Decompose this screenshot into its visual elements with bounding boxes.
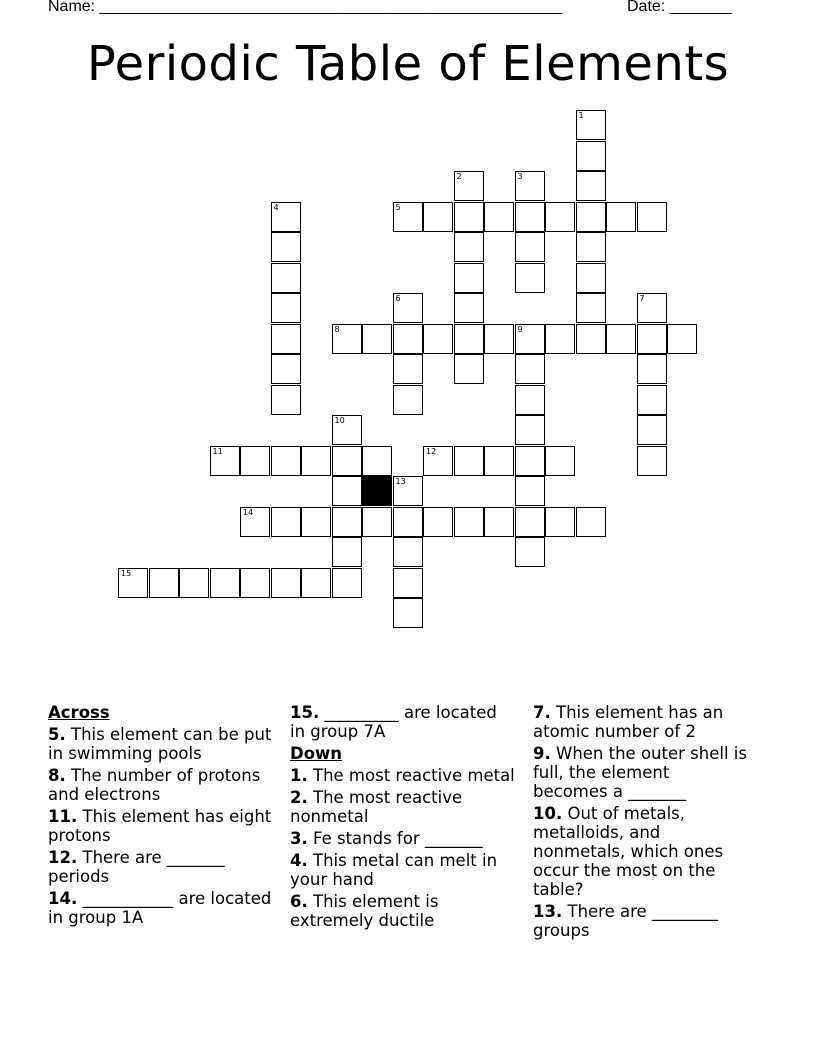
grid-cell[interactable] — [393, 202, 423, 232]
grid-cell[interactable] — [393, 598, 423, 628]
grid-cell[interactable] — [515, 446, 545, 476]
grid-cell[interactable] — [637, 446, 667, 476]
grid-cell[interactable] — [332, 446, 362, 476]
clues-column-1 — [48, 703, 273, 930]
clue-down-1: 1. The most reactive metal — [290, 766, 515, 785]
grid-cell[interactable] — [515, 507, 545, 537]
grid-cell[interactable] — [240, 446, 270, 476]
clue-number: 8 — [334, 324, 340, 334]
grid-cell[interactable] — [210, 446, 240, 476]
grid-cell[interactable] — [545, 446, 575, 476]
grid-cell[interactable] — [423, 202, 453, 232]
grid-cell[interactable] — [515, 171, 545, 201]
grid-cell[interactable] — [423, 507, 453, 537]
grid-cell[interactable] — [423, 324, 453, 354]
grid-cell[interactable] — [515, 415, 545, 445]
name-field[interactable]: Name: ____________________________________________________ — [48, 0, 563, 15]
grid-cell[interactable] — [271, 354, 301, 384]
grid-cell[interactable] — [545, 324, 575, 354]
grid-cell[interactable] — [454, 232, 484, 262]
grid-cell[interactable] — [271, 446, 301, 476]
grid-cell[interactable] — [454, 354, 484, 384]
grid-cell[interactable] — [576, 507, 606, 537]
down-heading: Down — [290, 744, 343, 763]
grid-cell[interactable] — [332, 415, 362, 445]
grid-cell[interactable] — [393, 568, 423, 598]
grid-cell[interactable] — [454, 507, 484, 537]
grid-cell[interactable] — [515, 263, 545, 293]
grid-cell[interactable] — [332, 324, 362, 354]
grid-cell[interactable] — [271, 568, 301, 598]
grid-cell[interactable] — [271, 507, 301, 537]
clue-number: 11 — [212, 446, 223, 456]
grid-cell[interactable] — [393, 324, 423, 354]
grid-cell[interactable] — [332, 507, 362, 537]
grid-cell[interactable] — [515, 232, 545, 262]
clue-number: 9 — [517, 324, 523, 334]
grid-cell[interactable] — [576, 141, 606, 171]
black-square — [362, 476, 392, 506]
grid-cell[interactable] — [576, 110, 606, 140]
clue-across-5: 5. This element can be put in swimming pools — [48, 725, 272, 763]
grid-cell[interactable] — [515, 202, 545, 232]
clue-down-9: 9. When the outer shell is full, the element becomes a _______ — [533, 744, 747, 801]
grid-cell[interactable] — [454, 171, 484, 201]
grid-cell[interactable] — [515, 476, 545, 506]
grid-cell[interactable] — [576, 232, 606, 262]
grid-cell[interactable] — [515, 354, 545, 384]
clue-number: 7 — [639, 294, 645, 303]
grid-cell[interactable] — [576, 324, 606, 354]
clue-number: 6 — [395, 294, 401, 303]
grid-cell[interactable] — [576, 293, 606, 323]
grid-cell[interactable] — [362, 324, 392, 354]
clue-down-6: 6. This element is extremely ductile — [290, 892, 439, 930]
grid-cell[interactable] — [515, 324, 545, 354]
grid-cell[interactable] — [637, 324, 667, 354]
clue-across-8: 8. The number of protons and electrons — [48, 766, 261, 804]
clue-down-2: 2. The most reactive nonmetal — [290, 788, 463, 826]
clue-across-12: 12. There are _______ periods — [48, 848, 225, 886]
grid-cell[interactable] — [606, 324, 636, 354]
grid-cell[interactable] — [393, 476, 423, 506]
grid-cell[interactable] — [362, 446, 392, 476]
grid-cell[interactable] — [210, 568, 240, 598]
grid-cell[interactable] — [484, 202, 514, 232]
clue-number: 13 — [395, 477, 406, 486]
clue-across-14: 14. ___________ are located in group 1A — [48, 889, 272, 927]
grid-cell[interactable] — [271, 232, 301, 262]
grid-cell[interactable] — [484, 324, 514, 354]
clues-column-2 — [290, 703, 515, 933]
grid-cell[interactable] — [484, 446, 514, 476]
grid-cell[interactable] — [332, 568, 362, 598]
grid-cell[interactable] — [332, 537, 362, 567]
date-field[interactable]: Date: _______ — [627, 0, 732, 15]
grid-cell[interactable] — [454, 293, 484, 323]
grid-cell[interactable] — [667, 324, 697, 354]
grid-cell[interactable] — [454, 202, 484, 232]
grid-cell[interactable] — [637, 293, 667, 323]
grid-cell[interactable] — [271, 293, 301, 323]
page-title: Periodic Table of Elements — [86, 36, 730, 92]
clue-number: 1 — [578, 111, 584, 120]
grid-cell[interactable] — [637, 202, 667, 232]
clue-number: 4 — [273, 202, 279, 212]
grid-cell[interactable] — [149, 568, 179, 598]
grid-cell[interactable] — [576, 202, 606, 232]
clue-down-4: 4. This metal can melt in your hand — [290, 851, 498, 889]
grid-cell[interactable] — [576, 171, 606, 201]
grid-cell[interactable] — [271, 202, 301, 232]
grid-cell[interactable] — [240, 507, 270, 537]
grid-cell[interactable] — [332, 476, 362, 506]
grid-cell[interactable] — [393, 293, 423, 323]
grid-cell[interactable] — [393, 537, 423, 567]
grid-cell[interactable] — [637, 354, 667, 384]
grid-cell[interactable] — [454, 446, 484, 476]
grid-cell[interactable] — [484, 507, 514, 537]
grid-cell[interactable] — [515, 385, 545, 415]
grid-cell[interactable] — [515, 537, 545, 567]
grid-cell[interactable] — [454, 263, 484, 293]
grid-cell[interactable] — [301, 568, 331, 598]
grid-cell[interactable] — [637, 415, 667, 445]
across-heading: Across — [48, 703, 110, 722]
clue-number: 12 — [426, 446, 437, 456]
grid-cell[interactable] — [179, 568, 209, 598]
grid-cell[interactable] — [393, 354, 423, 384]
grid-cell[interactable] — [271, 385, 301, 415]
grid-cell[interactable] — [637, 385, 667, 415]
clue-across-11: 11. This element has eight protons — [48, 807, 272, 845]
grid-cell[interactable] — [545, 202, 575, 232]
clue-number: 10 — [334, 416, 345, 425]
clue-number: 5 — [395, 202, 401, 212]
grid-cell[interactable] — [301, 446, 331, 476]
grid-cell[interactable] — [271, 263, 301, 293]
grid-cell[interactable] — [240, 568, 270, 598]
grid-cell[interactable] — [606, 202, 636, 232]
grid-cell[interactable] — [454, 324, 484, 354]
grid-cell[interactable] — [545, 507, 575, 537]
clue-number: 2 — [456, 172, 462, 181]
clue-number: 14 — [243, 507, 254, 517]
grid-cell[interactable] — [423, 446, 453, 476]
clue-number: 15 — [121, 568, 132, 578]
clue-down-7: 7. This element has an atomic number of 2 — [533, 703, 724, 741]
grid-cell[interactable] — [393, 507, 423, 537]
grid-cell[interactable] — [393, 385, 423, 415]
clue-number: 3 — [517, 172, 523, 181]
grid-cell[interactable] — [118, 568, 148, 598]
grid-cell[interactable] — [576, 263, 606, 293]
grid-cell[interactable] — [362, 507, 392, 537]
clue-across-15: 15. _________ are located in group 7A — [290, 703, 497, 741]
grid-cell[interactable] — [271, 324, 301, 354]
grid-cell[interactable] — [301, 507, 331, 537]
clues-column-3 — [533, 703, 748, 943]
clue-down-3: 3. Fe stands for _______ — [290, 829, 483, 848]
clue-down-10: 10. Out of metals, metalloids, and nonmetals, which ones occur the most on the table? — [533, 804, 724, 899]
clue-down-13: 13. There are ________ groups — [533, 902, 718, 940]
